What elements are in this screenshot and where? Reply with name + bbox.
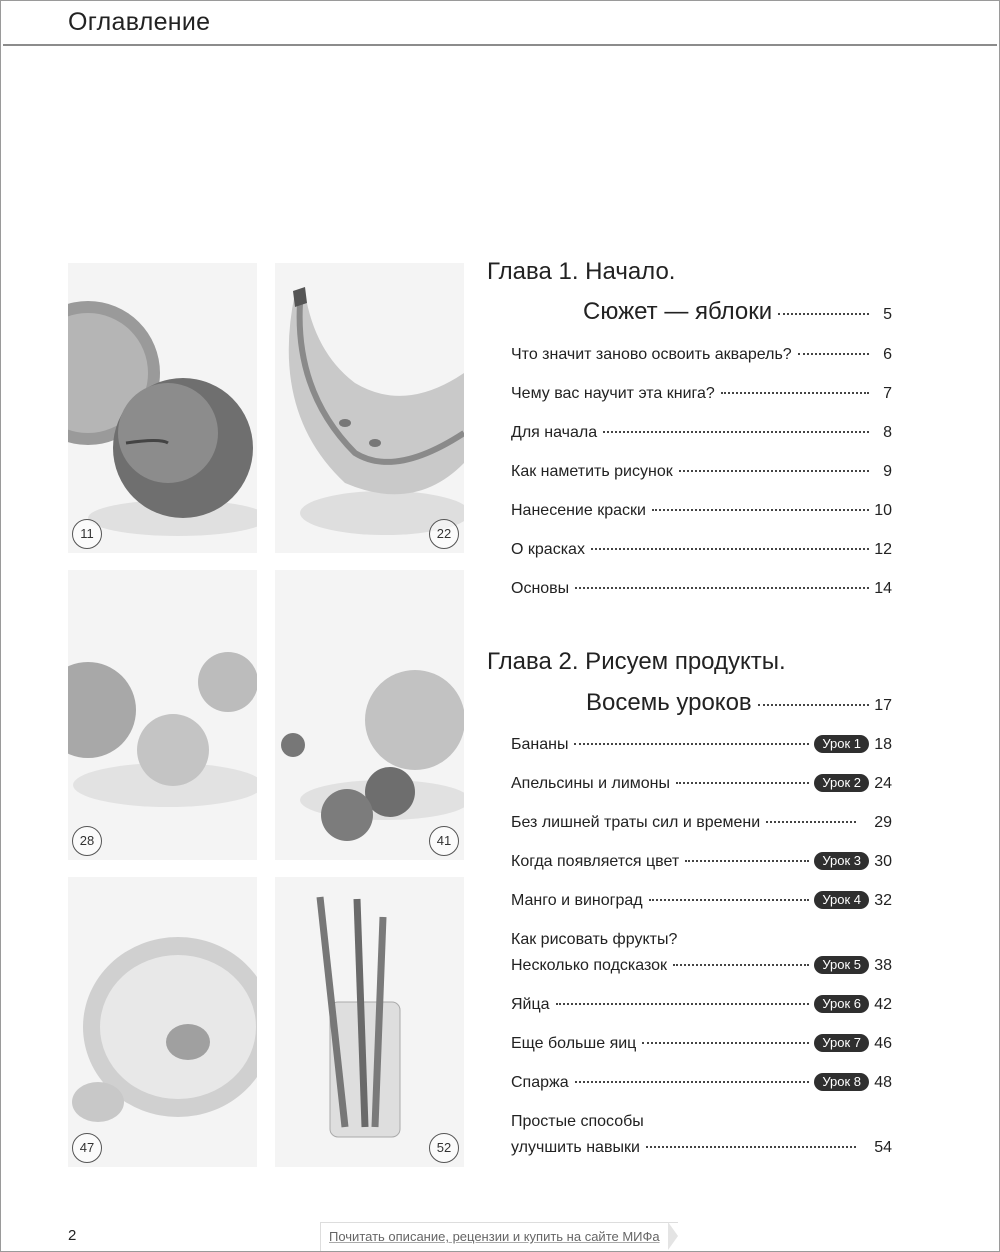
chapter-1-subtitle-row[interactable] bbox=[583, 298, 892, 326]
lesson-badge: Урок 1 bbox=[814, 735, 869, 753]
lesson-badge: Урок 5 bbox=[814, 956, 869, 974]
promo-link[interactable]: Почитать описание, рецензии и купить на сайте МИФа bbox=[320, 1222, 678, 1251]
page-number: 38 bbox=[874, 957, 892, 974]
entry-label: Как наметить рисунок bbox=[511, 463, 673, 480]
leader-dots bbox=[673, 964, 809, 966]
page-number: 10 bbox=[874, 502, 892, 519]
thumbnail-page-number: 28 bbox=[72, 826, 102, 856]
toc-entry-page[interactable] bbox=[862, 814, 892, 832]
toc-entry[interactable] bbox=[511, 814, 861, 832]
toc-entry[interactable] bbox=[511, 1074, 892, 1092]
page-number: 42 bbox=[874, 996, 892, 1013]
page-number: 8 bbox=[883, 424, 892, 441]
thumbnail-asparagus bbox=[275, 877, 464, 1167]
thumbnail-bananas bbox=[275, 263, 464, 553]
lesson-badge: Урок 2 bbox=[814, 774, 869, 792]
page-number-footer: 2 bbox=[68, 1227, 77, 1244]
toc-entry[interactable] bbox=[511, 1035, 892, 1053]
entry-label: Манго и виноград bbox=[511, 892, 643, 909]
leader-dots bbox=[758, 704, 869, 706]
thumbnail-oranges bbox=[68, 570, 257, 860]
leader-dots bbox=[721, 392, 869, 394]
leader-dots bbox=[556, 1003, 810, 1005]
leader-dots bbox=[685, 860, 809, 862]
lesson-badge: Урок 4 bbox=[814, 891, 869, 909]
toc-entry[interactable] bbox=[511, 385, 892, 403]
page-number: 5 bbox=[883, 306, 892, 323]
leader-dots bbox=[574, 743, 809, 745]
leader-dots bbox=[591, 548, 869, 550]
entry-label-line1: Простые способы bbox=[511, 1113, 644, 1130]
chapter-1-title: Глава 1. Начало. bbox=[487, 258, 676, 285]
entry-label: Спаржа bbox=[511, 1074, 569, 1091]
promo-arrow-icon bbox=[668, 1222, 678, 1250]
lesson-badge: Урок 8 bbox=[814, 1073, 869, 1091]
leader-dots bbox=[646, 1146, 856, 1148]
entry-label: Апельсины и лимоны bbox=[511, 775, 670, 792]
entry-label: улучшить навыки bbox=[511, 1139, 640, 1156]
toc-entry-page[interactable] bbox=[862, 1139, 892, 1157]
page-number: 32 bbox=[874, 892, 892, 909]
leader-dots bbox=[603, 431, 869, 433]
page-number: 17 bbox=[874, 697, 892, 714]
leader-dots bbox=[766, 821, 856, 823]
chapter-1-subtitle: Сюжет — яблоки bbox=[583, 298, 773, 325]
page-number: 6 bbox=[883, 346, 892, 363]
lesson-badge: Урок 3 bbox=[814, 852, 869, 870]
thumbnail-plate bbox=[68, 877, 257, 1167]
thumbnail-page-number: 22 bbox=[429, 519, 459, 549]
lesson-badge: Урок 6 bbox=[814, 995, 869, 1013]
entry-label: О красках bbox=[511, 541, 585, 558]
entry-label: Что значит заново освоить акварель? bbox=[511, 346, 792, 363]
page-number: 29 bbox=[874, 814, 892, 831]
header-divider bbox=[3, 44, 997, 46]
page-number: 24 bbox=[874, 775, 892, 792]
toc-entry[interactable] bbox=[511, 775, 892, 793]
chapter-2-title: Глава 2. Рисуем продукты. bbox=[487, 648, 786, 675]
leader-dots bbox=[679, 470, 869, 472]
entry-label: Для начала bbox=[511, 424, 598, 441]
entry-label: Чему вас научит эта книга? bbox=[511, 385, 715, 402]
leader-dots bbox=[575, 587, 869, 589]
thumbnail-page-number: 11 bbox=[72, 519, 102, 549]
thumbnail-apples bbox=[68, 263, 257, 553]
thumbnail-plums bbox=[275, 570, 464, 860]
toc-entry[interactable] bbox=[511, 736, 892, 754]
thumbnail-page-number: 52 bbox=[429, 1133, 459, 1163]
thumbnail-page-number: 41 bbox=[429, 826, 459, 856]
toc-entry[interactable] bbox=[511, 853, 892, 871]
chapter-2-subtitle: Восемь уроков bbox=[586, 689, 752, 716]
toc-entry[interactable] bbox=[511, 502, 892, 520]
entry-label: Бананы bbox=[511, 736, 569, 753]
entry-label: Яйца bbox=[511, 996, 550, 1013]
entry-label: Нанесение краски bbox=[511, 502, 646, 519]
leader-dots bbox=[642, 1042, 809, 1044]
toc-entry[interactable] bbox=[511, 580, 892, 598]
entry-label: Без лишней траты сил и времени bbox=[511, 814, 761, 831]
toc-entry[interactable] bbox=[511, 346, 892, 364]
entry-label: Еще больше яиц bbox=[511, 1035, 637, 1052]
thumbnail-page-number: 47 bbox=[72, 1133, 102, 1163]
page-number: 48 bbox=[874, 1074, 892, 1091]
leader-dots bbox=[676, 782, 809, 784]
entry-label: Когда появляется цвет bbox=[511, 853, 680, 870]
page-number: 30 bbox=[874, 853, 892, 870]
toc-entry[interactable] bbox=[511, 892, 892, 910]
leader-dots bbox=[798, 353, 869, 355]
page-number: 9 bbox=[883, 463, 892, 480]
leader-dots bbox=[778, 313, 869, 315]
chapter-2-subtitle-row[interactable] bbox=[586, 689, 892, 717]
leader-dots bbox=[575, 1081, 810, 1083]
entry-label: Несколько подсказок bbox=[511, 957, 668, 974]
toc-entry[interactable] bbox=[511, 1139, 861, 1157]
page-number: 46 bbox=[874, 1035, 892, 1052]
entry-label: Основы bbox=[511, 580, 570, 597]
entry-label-line1: Как рисовать фрукты? bbox=[511, 931, 678, 948]
page-title: Оглавление bbox=[68, 8, 211, 36]
toc-entry[interactable] bbox=[511, 541, 892, 559]
page-number: 18 bbox=[874, 736, 892, 753]
toc-entry[interactable] bbox=[511, 996, 892, 1014]
page-number: 14 bbox=[874, 580, 892, 597]
page-number: 12 bbox=[874, 541, 892, 558]
toc-entry[interactable] bbox=[511, 957, 892, 975]
page-number: 7 bbox=[883, 385, 892, 402]
toc-entry[interactable] bbox=[511, 424, 892, 442]
page-number: 54 bbox=[874, 1139, 892, 1156]
leader-dots bbox=[649, 899, 810, 901]
lesson-badge: Урок 7 bbox=[814, 1034, 869, 1052]
leader-dots bbox=[652, 509, 869, 511]
toc-entry[interactable] bbox=[511, 463, 892, 481]
